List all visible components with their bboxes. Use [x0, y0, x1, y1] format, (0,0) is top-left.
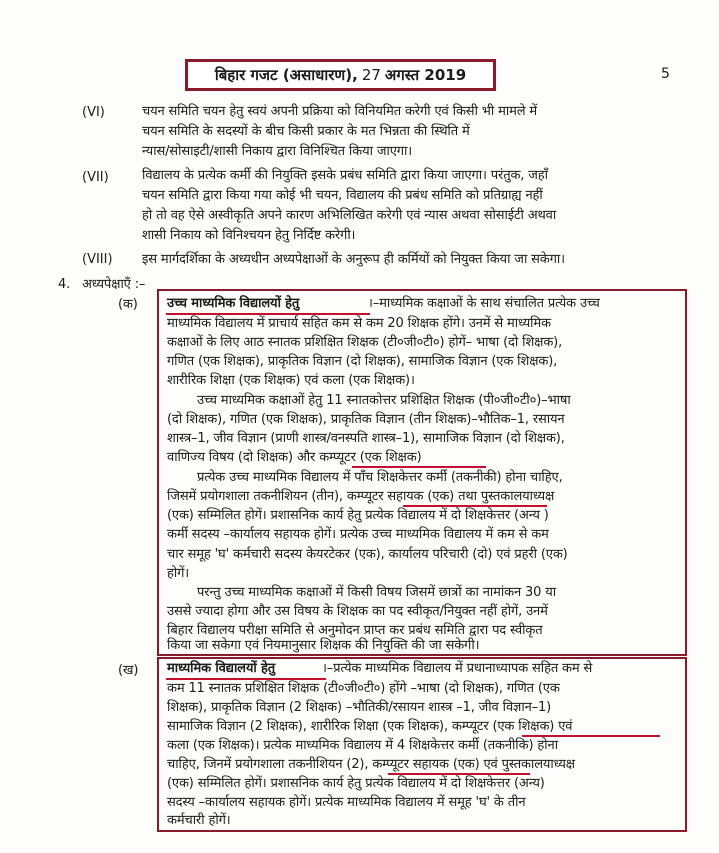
- sub-a-line-9: वाणिज्य विषय (दो शिक्षक) और कम्प्यूटर (एक शिक्षक): [167, 450, 422, 465]
- sub-a-line-1: ।–माध्यमिक कक्षाओं के साथ संचालित प्रत्येक उच्च: [368, 296, 600, 311]
- sub-b-line-8: सदस्य –कार्यालय सहायक होगें। प्रत्येक माध्यमिक विद्यालय में समूह 'घ' के तीन: [167, 795, 526, 810]
- sub-b-line-9: कर्मचारी होगें।: [167, 813, 231, 828]
- sub-b-label: (ख): [118, 663, 139, 678]
- sub-a-line-4: गणित (एक शिक्षक), प्राकृतिक विज्ञान (दो शिक्षक), सामाजिक विज्ञान (एक शिक्षक),: [167, 354, 558, 369]
- clause-viii-line-1: इस मार्गदर्शिका के अध्यधीन अध्यपेक्षाओं के अनुरूप ही कर्मियों को नियुक्त किया जा सकेगा।: [142, 252, 565, 267]
- sub-a-line-14: चार समूह 'घ' कर्मचारी सदस्य केयरटेकर (एक), कार्यालय परिचारी (दो) एवं प्रहरी (एक): [167, 547, 568, 562]
- sub-b-line-1: ।–प्रत्येक माध्यमिक विद्यालय में प्रधानाध्यापक सहित कम से: [322, 661, 593, 676]
- sub-a-line-11: जिसमें प्रयोगशाला तकनीशियन (तीन), कम्प्यूटर सहायक (एक) तथा पुस्तकालयाध्यक्ष: [167, 489, 555, 504]
- sub-b-computer-assistant-underline: [388, 773, 530, 775]
- sub-a-line-3: कक्षाओं के लिए आठ स्नातक प्रशिक्षित शिक्षक (टी०जी०टी०) होगें– भाषा (दो शिक्षक),: [167, 335, 563, 350]
- section-number: 4.: [58, 277, 71, 292]
- sub-b-line-2: कम 11 स्नातक प्रशिक्षित शिक्षक (टी०जी०टी०) होंगे –भाषा (दो शिक्षक), गणित (एक: [167, 681, 560, 696]
- sub-a-line-18: बिहार विद्यालय परीक्षा समिति से अनुमोदन प्राप्त कर प्रबंध समिति द्वारा पद स्वीकृत: [167, 623, 543, 638]
- sub-b-computer-teacher-underline: [522, 735, 660, 737]
- sub-a-line-13: कर्मी सदस्य –कार्यालय सहायक होगें। प्रत्येक उच्च माध्यमिक विद्यालय में कम से कम: [167, 527, 549, 542]
- sub-b-heading: माध्यमिक विद्यालयों हेतु: [167, 661, 275, 676]
- computer-teacher-underline: [352, 466, 486, 468]
- gazette-date-day: 27: [361, 66, 381, 84]
- sub-b-line-6: चाहिए, जिनमें प्रयोगशाला तकनीशियन (2), कम्प्यूटर सहायक (एक) एवं पुस्तकालयाध्यक्ष: [167, 757, 575, 772]
- sub-a-line-19: किया जा सकेगा एवं नियमानुसार शिक्षक की नियुक्ति की जा सकेगी।: [167, 638, 480, 653]
- page-number: 5: [661, 66, 670, 82]
- sub-a-line-17: उससे ज्यादा होगा और उस विषय के शिक्षक का पद स्वीकृत/नियुक्त नहीं होगें, उनमें: [167, 604, 548, 619]
- clause-label-vii: (VII): [82, 170, 109, 185]
- clause-vi-line-2: चयन समिति के सदस्यों के बीच किसी प्रकार के मत भिन्नता की स्थिति में: [142, 124, 470, 139]
- sub-b-heading-underline: [166, 678, 326, 680]
- section-title: अध्यपेक्षाएँ :–: [82, 277, 146, 292]
- sub-a-line-5: शारीरिक शिक्षा (एक शिक्षक) एवं कला (एक शिक्षक)।: [167, 373, 415, 388]
- sub-a-line-16: परन्तु उच्च माध्यमिक कक्षाओं में किसी विषय जिसमें छात्रों का नामांकन 30 या: [197, 585, 556, 600]
- sub-a-line-10: प्रत्येक उच्च माध्यमिक विद्यालय में पाँच शिक्षकेत्तर कर्मी (तकनीकी) होना चाहिए,: [197, 470, 563, 485]
- gazette-title: बिहार गजट (असाधारण),: [214, 66, 358, 84]
- clause-vi-line-1: चयन समिति चयन हेतु स्वयं अपनी प्रक्रिया को विनियमित करेगी एवं किसी भी मामले में: [142, 104, 538, 119]
- sub-a-label: (क): [118, 297, 138, 312]
- sub-a-line-2: माध्यमिक विद्यालय में प्राचार्य सहित कम से कम 20 शिक्षक होंगे। उनमें से माध्यमिक: [167, 316, 551, 331]
- sub-b-line-4: सामाजिक विज्ञान (2 शिक्षक), शारीरिक शिक्षा (एक शिक्षक), कम्प्यूटर (एक शिक्षक) एवं: [167, 719, 573, 734]
- clause-vii-line-2: चयन समिति द्वारा किया गया कोई भी चयन, विद्यालय की प्रबंध समिति को प्रतिग्राह्य नहीं: [142, 188, 543, 203]
- gazette-date-month-year: अगस्त 2019: [384, 66, 467, 84]
- sub-a-heading-underline: [166, 313, 370, 315]
- sub-b-line-3: शिक्षक), प्राकृतिक विज्ञान (2 शिक्षक) –भौतिकी/रसायन शास्त्र –1, जीव विज्ञान–1): [167, 700, 552, 715]
- clause-vii-line-1: विद्यालय के प्रत्येक कर्मी की नियुक्ति इसके प्रबंध समिति द्वारा किया जाएगा। परंतुक, जहाँ: [142, 168, 548, 183]
- clause-label-vi: (VI): [82, 105, 105, 120]
- clause-vi-line-3: न्यास/सोसाइटी/शासी निकाय द्वारा विनिश्चित किया जाएगा।: [142, 144, 413, 159]
- clause-vii-line-4: शासी निकाय को विनिश्चयन हेतु निर्दिष्ट करेगी।: [142, 228, 356, 243]
- clause-label-viii: (VIII): [82, 252, 113, 267]
- sub-b-line-7: (एक) सम्मिलित होगें। प्रशासनिक कार्य हेतु प्रत्येक विद्यालय में दो शिक्षकेत्तर (अन्य): [167, 776, 545, 791]
- sub-a-line-12: (एक) सम्मिलित होगें। प्रशासनिक कार्य हेतु प्रत्येक विद्यालय में दो शिक्षकेत्तर (अन्य ): [167, 508, 549, 523]
- sub-a-line-15: होगें।: [167, 566, 190, 581]
- sub-a-line-6: उच्च माध्यमिक कक्षाओं हेतु 11 स्नातकोत्तर प्रशिक्षित शिक्षक (पी०जी०टी०)–भाषा: [197, 393, 571, 408]
- gazette-header-box: [185, 59, 496, 91]
- sub-b-line-5: कला (एक शिक्षक)। प्रत्येक माध्यमिक विद्यालय में 4 शिक्षकेत्तर कर्मी (तकनीकि) होना: [167, 738, 558, 753]
- clause-vii-line-3: हो तो वह ऐसे अस्वीकृति अपने कारण अभिलिखित करेगी एवं न्यास अथवा सोसाईटी अथवा: [142, 208, 557, 223]
- sub-a-heading: उच्च माध्यमिक विद्यालयों हेतु: [167, 296, 300, 311]
- computer-assistant-underline: [403, 505, 547, 507]
- sub-a-line-8: शास्त्र–1, जीव विज्ञान (प्राणी शास्त्र/वनस्पति शास्त्र–1), सामाजिक विज्ञान (दो शिक्षक),: [167, 431, 565, 446]
- sub-a-line-7: (दो शिक्षक), गणित (एक शिक्षक), प्राकृतिक विज्ञान (तीन शिक्षक)–भौतिक–1, रसायन: [167, 412, 565, 427]
